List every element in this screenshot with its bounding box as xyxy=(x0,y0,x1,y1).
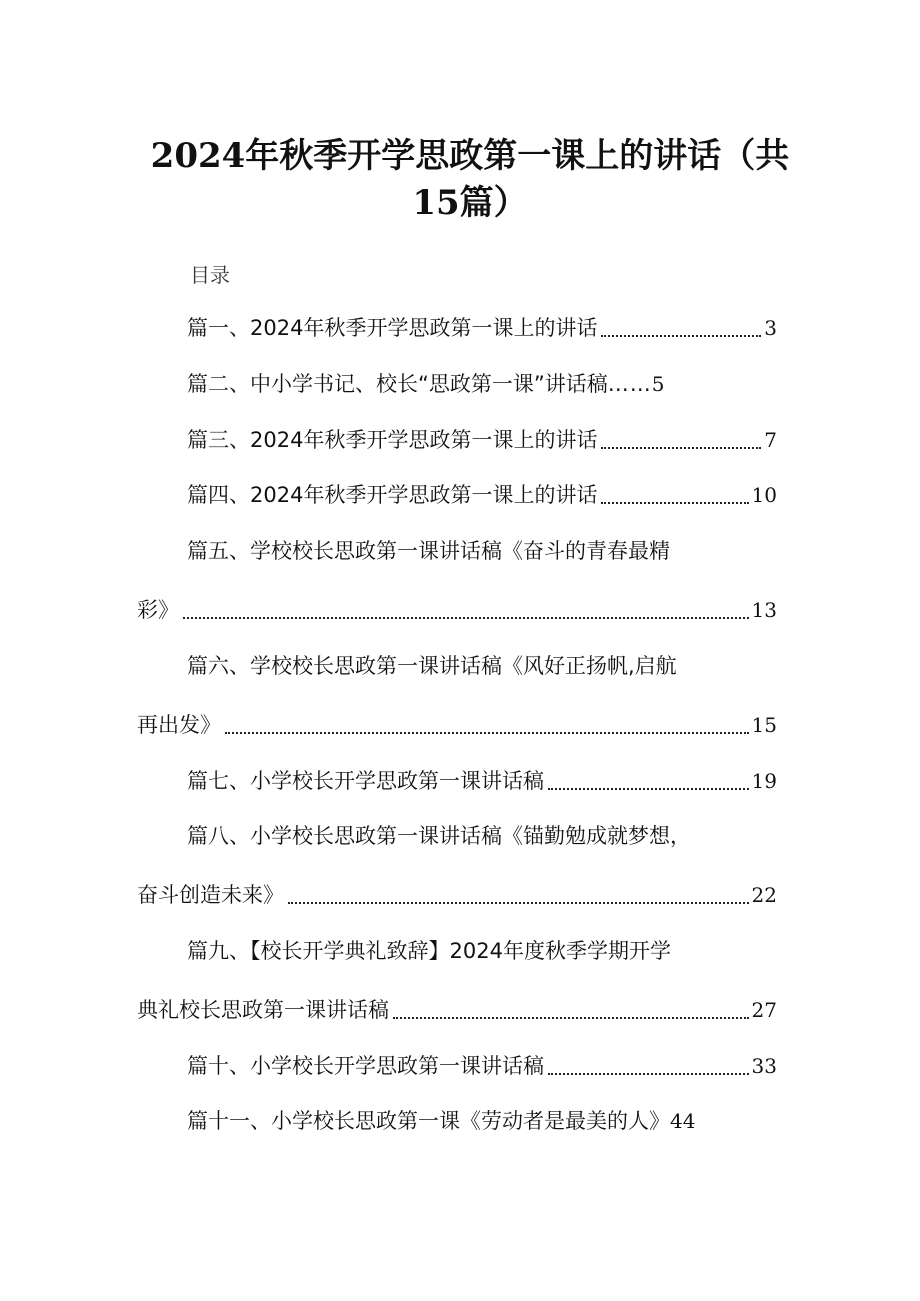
toc-entry-9-line-2[interactable] xyxy=(137,996,777,1024)
document-title-line-2: 15篇） xyxy=(412,183,528,223)
toc-leader-dots xyxy=(225,732,749,734)
toc-entry-label: 篇十、小学校长开学思政第一课讲话稿 xyxy=(187,1054,544,1078)
toc-entry-page: 27 xyxy=(751,998,777,1022)
toc-leader-dots xyxy=(601,502,748,504)
toc-entry-2[interactable] xyxy=(187,370,665,398)
toc-leader-dots xyxy=(183,617,749,619)
toc-entry-page: 10 xyxy=(751,483,777,507)
toc-entry-8-line-1[interactable] xyxy=(187,822,691,850)
toc-entry-3[interactable] xyxy=(187,426,777,454)
toc-entry-1[interactable] xyxy=(187,314,777,342)
toc-entry-label: 彩》 xyxy=(137,598,179,622)
toc-entry-9-line-1[interactable] xyxy=(187,937,671,965)
document-title-line-1: 2024年秋季开学思政第一课上的讲话（共 xyxy=(150,136,790,176)
toc-entry-label: 篇二、中小学书记、校长“思政第一课”讲话稿 xyxy=(187,372,608,396)
toc-entry-11[interactable] xyxy=(187,1107,695,1135)
toc-entry-5-line-1[interactable] xyxy=(187,537,670,565)
toc-entry-8-line-2[interactable] xyxy=(137,881,777,909)
toc-entry-7[interactable] xyxy=(187,767,777,795)
toc-entry-10[interactable] xyxy=(187,1052,777,1080)
toc-entry-4[interactable] xyxy=(187,481,777,509)
toc-entry-label: 篇七、小学校长开学思政第一课讲话稿 xyxy=(187,769,544,793)
toc-entry-page: 44 xyxy=(670,1109,696,1133)
toc-entry-label: 篇六、学校校长思政第一课讲话稿《风好正扬帆,启航 xyxy=(187,654,677,678)
toc-leader-dots xyxy=(601,335,761,337)
toc-entry-5-line-2[interactable] xyxy=(137,596,777,624)
toc-leader-dots xyxy=(548,1073,749,1075)
toc-entry-page: 7 xyxy=(764,428,777,452)
toc-entry-label: 篇四、2024年秋季开学思政第一课上的讲话 xyxy=(187,483,598,507)
toc-entry-label: 篇五、学校校长思政第一课讲话稿《奋斗的青春最精 xyxy=(187,539,670,563)
toc-leader-dots xyxy=(393,1017,749,1019)
toc-entry-label: 奋斗创造未来》 xyxy=(137,883,284,907)
toc-entry-page: 13 xyxy=(751,598,777,622)
toc-entry-6-line-1[interactable] xyxy=(187,652,677,680)
toc-entry-label: 再出发》 xyxy=(137,713,221,737)
toc-entry-6-line-2[interactable] xyxy=(137,711,777,739)
toc-entry-label: 典礼校长思政第一课讲话稿 xyxy=(137,998,389,1022)
toc-heading: 目录 xyxy=(190,263,230,287)
toc-entry-label: 篇一、2024年秋季开学思政第一课上的讲话 xyxy=(187,316,598,340)
toc-entry-label: 篇九、【校长开学典礼致辞】2024年度秋季学期开学 xyxy=(187,939,671,963)
toc-leader-dots xyxy=(601,447,761,449)
toc-entry-page: 3 xyxy=(764,316,777,340)
toc-entry-page: 15 xyxy=(751,713,777,737)
toc-entry-label: 篇三、2024年秋季开学思政第一课上的讲话 xyxy=(187,428,598,452)
toc-entry-page: 19 xyxy=(751,769,777,793)
toc-leader-dots: …… xyxy=(607,372,652,396)
toc-entry-label: 篇十一、小学校长思政第一课《劳动者是最美的人》 xyxy=(187,1109,670,1133)
toc-leader-dots xyxy=(548,788,749,790)
toc-entry-label: 篇八、小学校长思政第一课讲话稿《锚勤勉成就梦想， xyxy=(187,824,691,848)
toc-leader-dots xyxy=(288,902,749,904)
toc-entry-page: 22 xyxy=(751,883,777,907)
toc-entry-page: 33 xyxy=(751,1054,777,1078)
toc-entry-page: 5 xyxy=(651,372,665,396)
